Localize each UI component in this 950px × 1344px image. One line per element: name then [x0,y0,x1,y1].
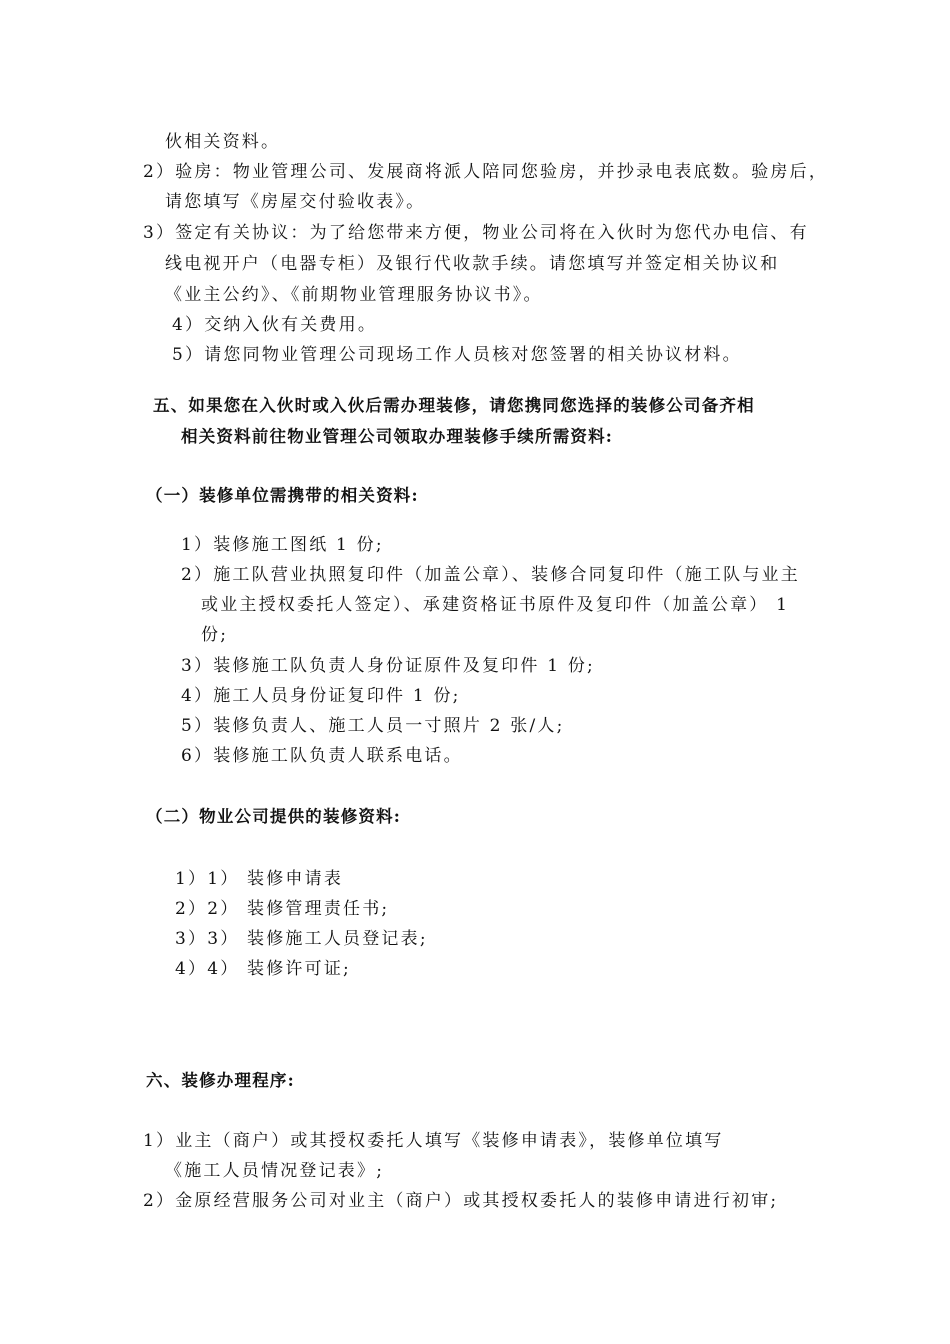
section-heading-continuation: 相关资料前往物业管理公司领取办理装修手续所需资料: [181,427,614,446]
list-item: 4）交纳入伙有关费用。 [172,315,378,335]
list-item: 3）签定有关协议：为了给您带来方便，物业公司将在入伙时为您代办电信、有 [143,223,809,243]
list-item-continuation: 《施工人员情况登记表》; [165,1161,385,1181]
list-item: 5）请您同物业管理公司现场工作人员核对您签署的相关协议材料。 [172,345,742,365]
list-item: 2）2） 装修管理责任书; [175,899,390,919]
list-item: 2）金原经营服务公司对业主（商户）或其授权委托人的装修申请进行初审; [143,1191,779,1211]
list-item: 4）4） 装修许可证; [175,959,351,979]
list-item-continuation: 请您填写《房屋交付验收表》。 [165,192,426,212]
list-item: 3）3） 装修施工人员登记表; [175,929,428,949]
list-item: 4）施工人员身份证复印件 1 份; [181,686,461,706]
list-item: 2）验房：物业管理公司、发展商将派人陪同您验房，并抄录电表底数。验房后， [143,162,829,182]
section-heading: 六、装修办理程序: [146,1071,295,1090]
list-item-continuation: 份; [201,625,229,645]
list-item: 2）施工队营业执照复印件（加盖公章）、装修合同复印件（施工队与业主 [181,565,800,585]
list-item: 5）装修负责人、施工人员一寸照片 2 张/人; [181,716,565,736]
subsection-heading: （一）装修单位需携带的相关资料: [146,486,419,505]
section-heading: 五、如果您在入伙时或入伙后需办理装修，请您携同您选择的装修公司备齐相 [153,396,755,415]
list-item: 1）1） 装修申请表 [175,869,344,889]
list-item: 1）装修施工图纸 1 份; [181,535,384,555]
list-item-continuation: 或业主授权委托人签定）、承建资格证书原件及复印件（加盖公章） 1 [201,595,790,615]
subsection-heading: （二）物业公司提供的装修资料: [146,807,402,826]
list-item: 6）装修施工队负责人联系电话。 [181,746,463,766]
list-item: 1）业主（商户）或其授权委托人填写《装修申请表》，装修单位填写 [143,1131,724,1151]
list-item-continuation: 线电视开户（电器专柜）及银行代收款手续。请您填写并签定相关协议和 [165,254,780,274]
list-item-continuation: 《业主公约》、《前期物业管理服务协议书》。 [165,285,543,305]
paragraph-continuation: 伙相关资料。 [165,132,281,152]
list-item: 3）装修施工队负责人身份证原件及复印件 1 份; [181,656,595,676]
